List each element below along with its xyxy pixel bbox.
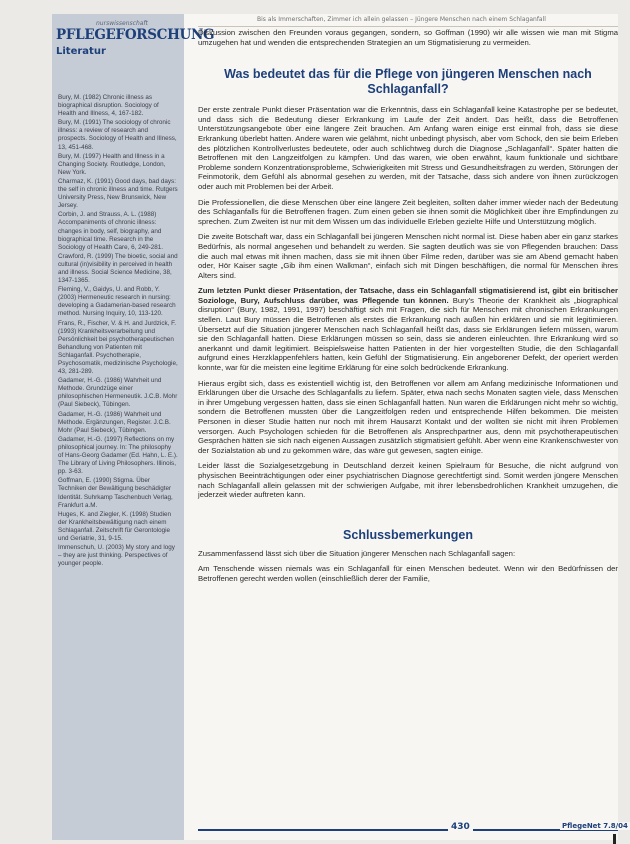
article-body [198, 28, 618, 590]
paragraph: Die zweite Botschaft war, dass ein Schlaganfall bei jüngeren Menschen nicht normal ist. Diese haben aber ein ganz starkes Bedürfnis, als normal angesehen und behandelt zu werden. Sie sagten deutlich was sie von Pflegenden brauchen: Dass die auch mal etwas mit ihnen machen, dass sie mit ihnen über Filme reden, darüber was sie am Abend gemacht haben oder, Hör Kaiser sagte „Gib ihm einen Walkman“, einfach sich mit Dingen beschäftigen, die normal für Menschen ihres Alters sind. [198, 232, 618, 280]
intro-paragraph: Diskussion zwischen den Freunden voraus gegangen, sondern, so Goffman (1990) wir alle wissen wie man mit Stigma umzugehen hat und wenden die entsprechenden Strategien an um Stigmatisierung zu vermeiden. [198, 28, 618, 47]
reference-entry: Huges, K. and Ziegler, K. (1998) Studien der Krankheitsbewältigung nach einem Schlaganfall. Zeitschrift für Gerontologie und Geriatrie, 31, 9-15. [58, 510, 172, 542]
reference-entry: Immenschuh, U. (2003) My story and logy – they are just thinking. Perspectives of younger people. [58, 544, 175, 568]
footer-rule [198, 829, 618, 831]
reference-entry: Goffman, E. (1990) Stigma. Über Techniken der Bewältigung beschädigter Identität. Suhrkamp Taschenbuch Verlag, Frankfurt a.M. [58, 477, 173, 509]
paragraph: Die Professionellen, die diese Menschen über eine längere Zeit begleiten, sollten daher immer wieder nach der Bedeutung des Schlaganfalls für die Betroffenen fragen. Zum einen geben sie ihnen somit die Möglichkeit über ihre Empfindungen zu sprechen. Zum Zweiten ist nur mit dem Wissen um das individuelle Erleben gezielte Hilfe und Unterstützung möglich. [198, 197, 618, 226]
header-rule [198, 26, 618, 27]
reference-entry: Bury, M. (1997) Health and Illness in a Changing Society. Routledge, London, New York. [58, 152, 166, 176]
literature-sidebar [52, 14, 215, 840]
journal-issue: PflegeNet 7.8/04 [562, 822, 628, 830]
reference-entry: Frans, R., Fischer, V. & H. and Jurdzick, F. (1993) Krankheitsverarbeitung und Persönlichkeit bei psychotherapeutischen Behandlung von Patienten mit Schlaganfall. Psychotherapie, Psychosomatik, medizinische Psychologie, 43, 281-289. [58, 319, 178, 376]
conclusion-heading: Schlussbemerkungen [343, 527, 473, 542]
running-title: Bis als Immerschaften, Zimmer ich allein gelassen – Jüngere Menschen nach einem Schlaganfall [257, 16, 546, 23]
reference-entry: Bury, M. (1982) Chronic illness as biographical disruption. Sociology of Health and Illness, 4, 167-182. [58, 94, 159, 118]
reference-entry: Charmaz, K. (1991) Good days, bad days: the self in chronic illness and time. Rutgers University Press, New Brunswick, New Jersey. [58, 177, 178, 210]
paragraph: Leider lässt die Sozialgesetzgebung in Deutschland derzeit keinen Spielraum für Besuche, die nicht aufgrund von physischen Beeinträchtigungen oder einer psychiatrischen Diagnose gerechtfertigt sind. Somit werden jüngere Menschen nach Schlaganfall allein gelassen mit der schwierigen Aufgabe, mit ihrer lebensbedrohlichen Krankheit umzugehen, die jederzeit wieder auftreten kann. [198, 461, 618, 500]
reference-entry: Bury, M. (1991) The sociology of chronic illness: a review of research and prospects. Sociology of Health and Illness, 13, 451-468. [58, 119, 177, 151]
reference-entry: Gadamer, H.-G. (1986) Wahrheit und Methode. Ergänzungen, Register. J.C.B. Mohr (Paul Siebeck), Tübingen. [58, 410, 171, 434]
reference-entry: Fleming, V., Gaidys, U. and Robb, Y. (2003) Hermeneutic research in nursing: developing a Gadamerian-based research method. Nursing Inquiry, 10, 113-120. [58, 286, 176, 318]
edge-mark [613, 834, 616, 844]
sidebar-heading: Literatur [56, 46, 106, 57]
reference-entry: Corbin, J. and Strauss, A. L. (1988) Accompaniments of chronic illness: changes in body, self, biography, and biographical time. Research in the Sociology of Health Care, 6, 249-281. [58, 211, 164, 251]
reference-list [58, 94, 178, 569]
paragraph: Am Tenschende wissen niemals was ein Schlaganfall für einen Menschen bedeutet. Wenn wir den Bedürfnissen der Betroffenen gerecht werden wollen (einschließlich derer der Familie, [198, 564, 618, 583]
logo-tagline: nurswissenschaft [96, 20, 148, 27]
reference-entry: Gadamer, H.-G. (1986) Wahrheit und Methode. Grundzüge einer philosophischen Hermeneutik. J.C.B. Mohr (Paul Siebeck), Tübingen. [58, 377, 178, 409]
paragraph-text: Bury’s Theorie der Krankheit als „biographical disruption“ (Bury, 1982, 1991, 1997) beschäftigt sich mit Fragen, die sich für Menschen mit chronischen Erkrankungen stellen. Laut Bury müssen die Betroffenen als erstes die Erkrankung nach außen hin erklären und sie mit legitimieren. Übersetzt auf die Situation jüngerer Menschen nach Schlaganfall heißt das, dass sie Erklärungen liefern müssen, warum sie den Schlaganfall hatten. Diese Erklärungen müssen so sein, dass sie anderen einleuchten. Ihre Erkrankung wird so anerkannt und damit legitimiert. Beispielsweise hatten Patienten in der hier vorgestellten Studie, die den Schlaganfall aufgrund eines Herzklappenfehlers hatten, kein Gefühl der Stigmatisierung. Ein angeborener Defekt, der operiert werden konnte, war für die meisten eine legitime Erklärung für eine solch bedrückende Erkrankung. [198, 295, 619, 373]
paragraph: Zusammenfassend lässt sich über die Situation jüngerer Menschen nach Schlaganfall sagen: [198, 548, 516, 558]
magazine-page [52, 14, 628, 840]
logo-name: PFLEGEFORSCHUNG [56, 27, 215, 43]
journal-logo [56, 20, 215, 43]
page-number: 430 [448, 822, 473, 832]
section-heading: Was bedeutet das für die Pflege von jüngeren Menschen nach Schlaganfall? [224, 67, 592, 97]
reference-entry: Crawford, R. (1999) The bioetic, social and cultural (in)visibility in perceived in health and illness. Social Science Medicine, 38, 1347-1365. [58, 252, 178, 285]
reference-entry: Gadamer, H.-G. (1997) Reflections on my philosophical journey. In: The philosophy of Hans-Georg Gadamer (Ed. Hahn, L. E.). The Library of Living Philosophers. Illinois, pp. 3-63. [58, 435, 178, 476]
paragraph [198, 286, 618, 372]
paragraph: Der erste zentrale Punkt dieser Präsentation war die Erkenntnis, dass ein Schlaganfall keine Katastrophe per se bedeutet, und dass sich die Bedeutung dieser Erkrankung im Laufe der Zeit ändert. Das heißt, dass die Betroffenen Unterstützungsangebote über eine längere Zeit brauchen. Am Anfang waren einige erst einmal froh, dass sie diese Erkrankung überlebt hatten. Andere waren wie gelähmt, nicht unbedingt physisch, aber vom Schock, den sie beim Erleben des plötzlichen Kontrollverlustes bedeutete, oder auch schlichtweg durch die Diagnose „Schlaganfall“. Später hatten die Betroffenen mit den Langzeitfolgen zu kämpfen. Und das waren, wie oben erwähnt, kaum funktionale und sichtbare Probleme sondern Konzentrationsprobleme, Schwierigkeiten mit Stress und Gesundheitsfragen zu werden, Störungen der Feinmotorik, dem Gefühl als abnormal gesehen zu werden, mit der Tatsache, dass sich andere von ihnen zurückzogen oder auch mit Problemen bei der Arbeit. [198, 105, 618, 191]
paragraph: Hieraus ergibt sich, dass es existentiell wichtig ist, den Betroffenen vor allem am Anfang medizinische Informationen und Erklärungen über die Ursache des Schlaganfalls zu liefern. Später, etwa nach sechs Monaten sagten viele, dass Menschen in ihrer Umgebung vergessen hatten, dass sie einen Schlaganfall hatten. Nun waren die Erklärungen nicht mehr so wichtig, sondern die Betroffenen mussten über die Langzeitfolgen reden und entsprechende Hilfen bekommen. Die meisten Personen in dieser Studie hatten nur noch mit ihrem Hausarzt Kontakt und der wollten sie nicht mit ihren Problemen versorgen. Auch Psychologen schieden für die Betroffenen als Ansprechpartner aus, denn mit psychotherapeutischen Gesprächen hätten sie sich nach eigenen Aussagen zusätzlich stigmatisiert gefühlt. Aber wenn eine Krankenschwester von der Sozialstation ab und zu gekommen wäre, das wäre gut gewesen, sagten einige. [198, 378, 618, 455]
bold-lead: Zum letzten Punkt dieser Präsentation, der Tatsache, dass ein Schlaganfall stigmatisierend ist, gibt ein britischer Soziologe, Bury, Aufschluss darüber, was Pflegende tun können. [198, 286, 618, 305]
